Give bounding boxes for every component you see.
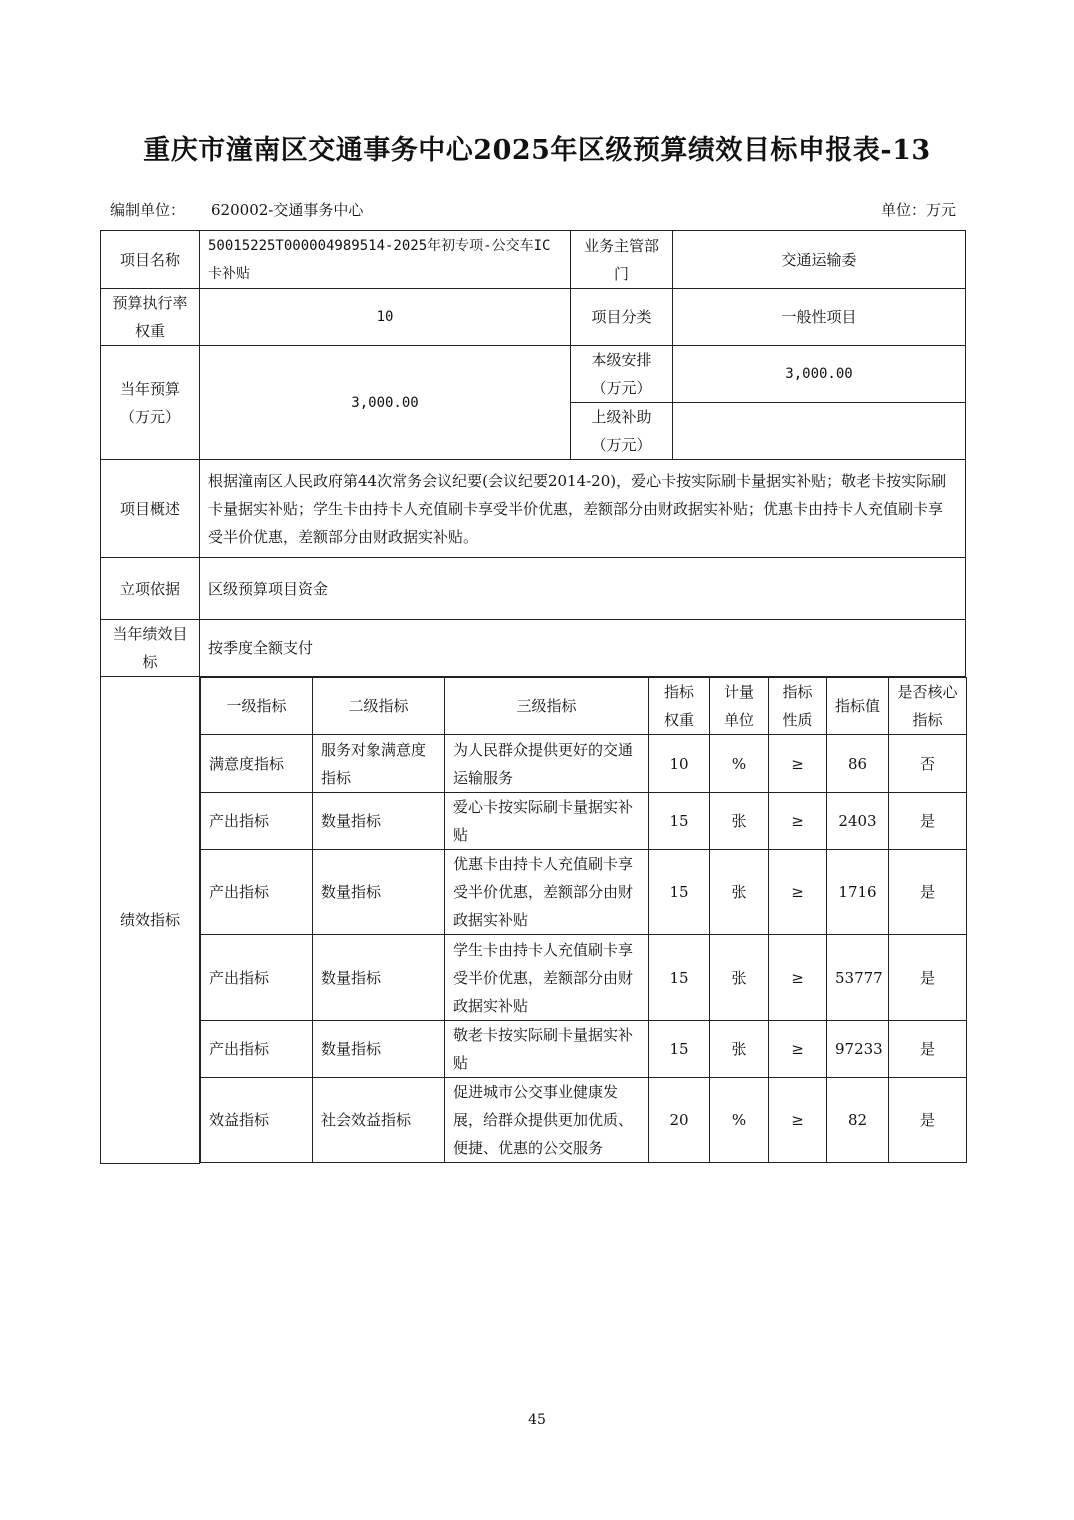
indicator-level2: 服务对象满意度指标 (313, 735, 445, 793)
indicator-level1: 效益指标 (201, 1078, 313, 1163)
indicator-nature: ≥ (769, 735, 827, 793)
indicator-unit: 张 (710, 935, 769, 1021)
compiling-unit-value: 620002-交通事务中心 (211, 201, 364, 219)
header-level3: 三级指标 (445, 678, 649, 735)
indicator-level2: 数量指标 (313, 1021, 445, 1078)
local-arrangement-label: 本级安排（万元） (571, 346, 673, 403)
indicator-row (201, 793, 967, 850)
indicator-level3: 为人民群众提供更好的交通运输服务 (445, 735, 649, 793)
goal-label: 当年绩效目标 (101, 620, 200, 677)
annual-budget-label: 当年预算（万元） (101, 346, 200, 460)
upper-subsidy-label: 上级补助（万元） (571, 403, 673, 460)
project-name-value: 50015225T000004989514-2025年初专项-公交车IC卡补贴 (200, 231, 571, 289)
indicator-nature: ≥ (769, 793, 827, 850)
dept-value: 交通运输委 (673, 231, 966, 289)
category-label: 项目分类 (571, 289, 673, 346)
category-value: 一般性项目 (673, 289, 966, 346)
indicator-weight: 15 (649, 850, 710, 935)
indicator-core: 是 (889, 850, 967, 935)
indicator-weight: 10 (649, 735, 710, 793)
annual-budget-value: 3,000.00 (200, 346, 571, 460)
indicator-core: 否 (889, 735, 967, 793)
indicator-value: 53777 (827, 935, 889, 1021)
indicator-level1: 满意度指标 (201, 735, 313, 793)
indicator-level2: 数量指标 (313, 850, 445, 935)
indicator-unit: 张 (710, 793, 769, 850)
indicator-level3: 学生卡由持卡人充值刷卡享受半价优惠，差额部分由财政据实补贴 (445, 935, 649, 1021)
local-arrangement-value: 3,000.00 (673, 346, 966, 403)
budget-performance-table (100, 230, 966, 1164)
page-title: 重庆市潼南区交通事务中心2025年区级预算绩效目标申报表-13 (143, 135, 931, 166)
currency-unit: 单位：万元 (880, 201, 956, 219)
overview-label: 项目概述 (101, 460, 200, 558)
header-value: 指标值 (827, 678, 889, 735)
indicator-nature: ≥ (769, 850, 827, 935)
page-number: 45 (528, 1412, 546, 1428)
indicator-value: 2403 (827, 793, 889, 850)
indicator-unit: 张 (710, 1021, 769, 1078)
indicator-level1: 产出指标 (201, 1021, 313, 1078)
project-name-label: 项目名称 (101, 231, 200, 289)
indicator-unit: % (710, 735, 769, 793)
indicator-value: 82 (827, 1078, 889, 1163)
compiling-unit-label: 编制单位： (110, 201, 186, 219)
indicator-weight: 20 (649, 1078, 710, 1163)
indicator-nature: ≥ (769, 1078, 827, 1163)
header-unit: 计量单位 (710, 678, 769, 735)
indicator-nature: ≥ (769, 935, 827, 1021)
weight-value: 10 (200, 289, 571, 346)
indicator-weight: 15 (649, 1021, 710, 1078)
compiling-unit (110, 199, 363, 220)
indicator-core: 是 (889, 793, 967, 850)
indicator-level1: 产出指标 (201, 850, 313, 935)
indicators-container (200, 677, 966, 1164)
indicator-value: 97233 (827, 1021, 889, 1078)
indicator-level1: 产出指标 (201, 793, 313, 850)
basis-label: 立项依据 (101, 558, 200, 620)
header-core: 是否核心指标 (889, 678, 967, 735)
basis-value: 区级预算项目资金 (200, 558, 966, 620)
header-level2: 二级指标 (313, 678, 445, 735)
indicator-nature: ≥ (769, 1021, 827, 1078)
indicator-level2: 数量指标 (313, 935, 445, 1021)
indicator-row (201, 735, 967, 793)
indicators-section-label: 绩效指标 (101, 677, 200, 1164)
weight-label: 预算执行率权重 (101, 289, 200, 346)
header-weight: 指标权重 (649, 678, 710, 735)
indicator-level2: 社会效益指标 (313, 1078, 445, 1163)
upper-subsidy-value (673, 403, 966, 460)
indicator-weight: 15 (649, 935, 710, 1021)
indicators-header-row (201, 678, 967, 735)
indicator-level2: 数量指标 (313, 793, 445, 850)
indicator-value: 1716 (827, 850, 889, 935)
indicators-table (200, 677, 967, 1163)
indicator-unit: % (710, 1078, 769, 1163)
indicator-value: 86 (827, 735, 889, 793)
indicator-level3: 敬老卡按实际刷卡量据实补贴 (445, 1021, 649, 1078)
indicator-unit: 张 (710, 850, 769, 935)
indicator-level3: 促进城市公交事业健康发展，给群众提供更加优质、便捷、优惠的公交服务 (445, 1078, 649, 1163)
overview-value: 根据潼南区人民政府第44次常务会议纪要(会议纪要2014-20)，爱心卡按实际刷卡量据实补贴；敬老卡按实际刷卡量据实补贴；学生卡由持卡人充值刷卡享受半价优惠，差额部分由财政据实补贴；优惠卡由持卡人充值刷卡享受半价优惠，差额部分由财政据实补贴。 (200, 460, 966, 558)
indicator-core: 是 (889, 1078, 967, 1163)
header-nature: 指标性质 (769, 678, 827, 735)
indicator-level1: 产出指标 (201, 935, 313, 1021)
indicator-row (201, 935, 967, 1021)
indicator-level3: 优惠卡由持卡人充值刷卡享受半价优惠，差额部分由财政据实补贴 (445, 850, 649, 935)
indicator-row (201, 850, 967, 935)
indicator-core: 是 (889, 1021, 967, 1078)
indicator-level3: 爱心卡按实际刷卡量据实补贴 (445, 793, 649, 850)
header-level1: 一级指标 (201, 678, 313, 735)
goal-value: 按季度全额支付 (200, 620, 966, 677)
indicator-weight: 15 (649, 793, 710, 850)
indicator-row (201, 1021, 967, 1078)
indicator-row (201, 1078, 967, 1163)
dept-label: 业务主管部门 (571, 231, 673, 289)
indicator-core: 是 (889, 935, 967, 1021)
